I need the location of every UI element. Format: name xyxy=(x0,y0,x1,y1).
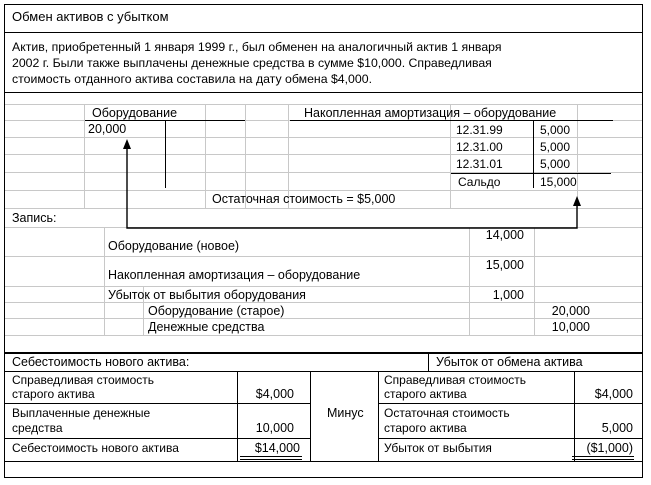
loss-header: Убыток от обмена актива xyxy=(436,355,583,369)
bottom-rule xyxy=(5,461,642,462)
journal-credit-amount-1: 20,000 xyxy=(551,304,590,318)
accum-balance-rule xyxy=(451,173,611,174)
title-divider xyxy=(5,32,642,33)
accum-t-stem xyxy=(533,120,534,188)
accum-date-2: 12.31.00 xyxy=(456,140,503,154)
cost-header: Себестоимость нового актива: xyxy=(12,355,190,369)
journal-label: Запись: xyxy=(12,211,57,225)
accum-date-3: 12.31.01 xyxy=(456,157,503,171)
intro-line-2: 2002 г. Были также выплачены денежные средства в сумме $10,000. Справедливая xyxy=(12,56,492,70)
intro-line-3: стоимость отданного актива составила на дату обмена $4,000. xyxy=(12,72,372,86)
accum-balance-amount: 15,000 xyxy=(540,175,577,189)
journal-debit-account-3: Убыток от выбытия оборудования xyxy=(108,288,306,302)
accum-account-label: Накопленная амортизация – оборудование xyxy=(304,106,557,120)
journal-debit-amount-1: 14,000 xyxy=(485,228,524,242)
accum-amount-1: 5,000 xyxy=(540,123,571,137)
cost-fv-value: $4,000 xyxy=(255,387,294,401)
book-value-caption: Остаточная стоимость = $5,000 xyxy=(212,192,396,206)
equipment-t-stem xyxy=(165,120,166,188)
loss-total-value: ($1,000) xyxy=(586,441,633,455)
intro-line-1: Актив, приобретенный 1 января 1999 г., был обменен на аналогичный актив 1 января xyxy=(12,40,502,54)
journal-credit-account-1: Оборудование (старое) xyxy=(148,304,285,318)
bottom-section-divider xyxy=(5,352,642,354)
document-title: Обмен активов с убытком xyxy=(12,9,169,24)
cost-cash-value: 10,000 xyxy=(255,421,294,435)
accum-t-bar xyxy=(290,120,613,121)
intro-divider xyxy=(5,92,642,93)
journal-debit-amount-2: 15,000 xyxy=(485,258,524,272)
equipment-account-label: Оборудование xyxy=(92,106,178,120)
journal-debit-account-2: Накопленная амортизация – оборудование xyxy=(108,268,361,282)
cost-cash-label-1: Выплаченные денежные xyxy=(12,406,151,420)
minus-label: Минус xyxy=(327,406,364,420)
cost-fv-label-2: старого актива xyxy=(12,387,95,401)
journal-debit-account-1: Оборудование (новое) xyxy=(108,239,240,253)
loss-bv-label-1: Остаточная стоимость xyxy=(384,406,510,420)
journal-credit-amount-2: 10,000 xyxy=(551,320,590,334)
accum-date-1: 12.31.99 xyxy=(456,123,503,137)
cost-total-underline xyxy=(240,456,302,460)
loss-fv-label-1: Справедливая стоимость xyxy=(384,373,527,387)
loss-total-label: Убыток от выбытия xyxy=(384,441,492,455)
cost-fv-label-1: Справедливая стоимость xyxy=(12,373,155,387)
journal-credit-account-2: Денежные средства xyxy=(148,320,265,334)
accum-amount-3: 5,000 xyxy=(540,157,571,171)
cost-total-value: $14,000 xyxy=(254,441,300,455)
equipment-debit-value: 20,000 xyxy=(88,122,127,136)
cost-total-label: Себестоимость нового актива xyxy=(12,441,179,455)
accum-amount-2: 5,000 xyxy=(540,140,571,154)
journal-debit-amount-3: 1,000 xyxy=(492,288,524,302)
accum-balance-label: Сальдо xyxy=(458,175,501,189)
loss-total-underline xyxy=(572,456,634,460)
loss-bv-value: 5,000 xyxy=(601,421,633,435)
cost-cash-label-2: средства xyxy=(12,421,63,435)
loss-fv-label-2: старого актива xyxy=(384,387,467,401)
loss-bv-label-2: старого актива xyxy=(384,421,467,435)
loss-fv-value: $4,000 xyxy=(594,387,633,401)
